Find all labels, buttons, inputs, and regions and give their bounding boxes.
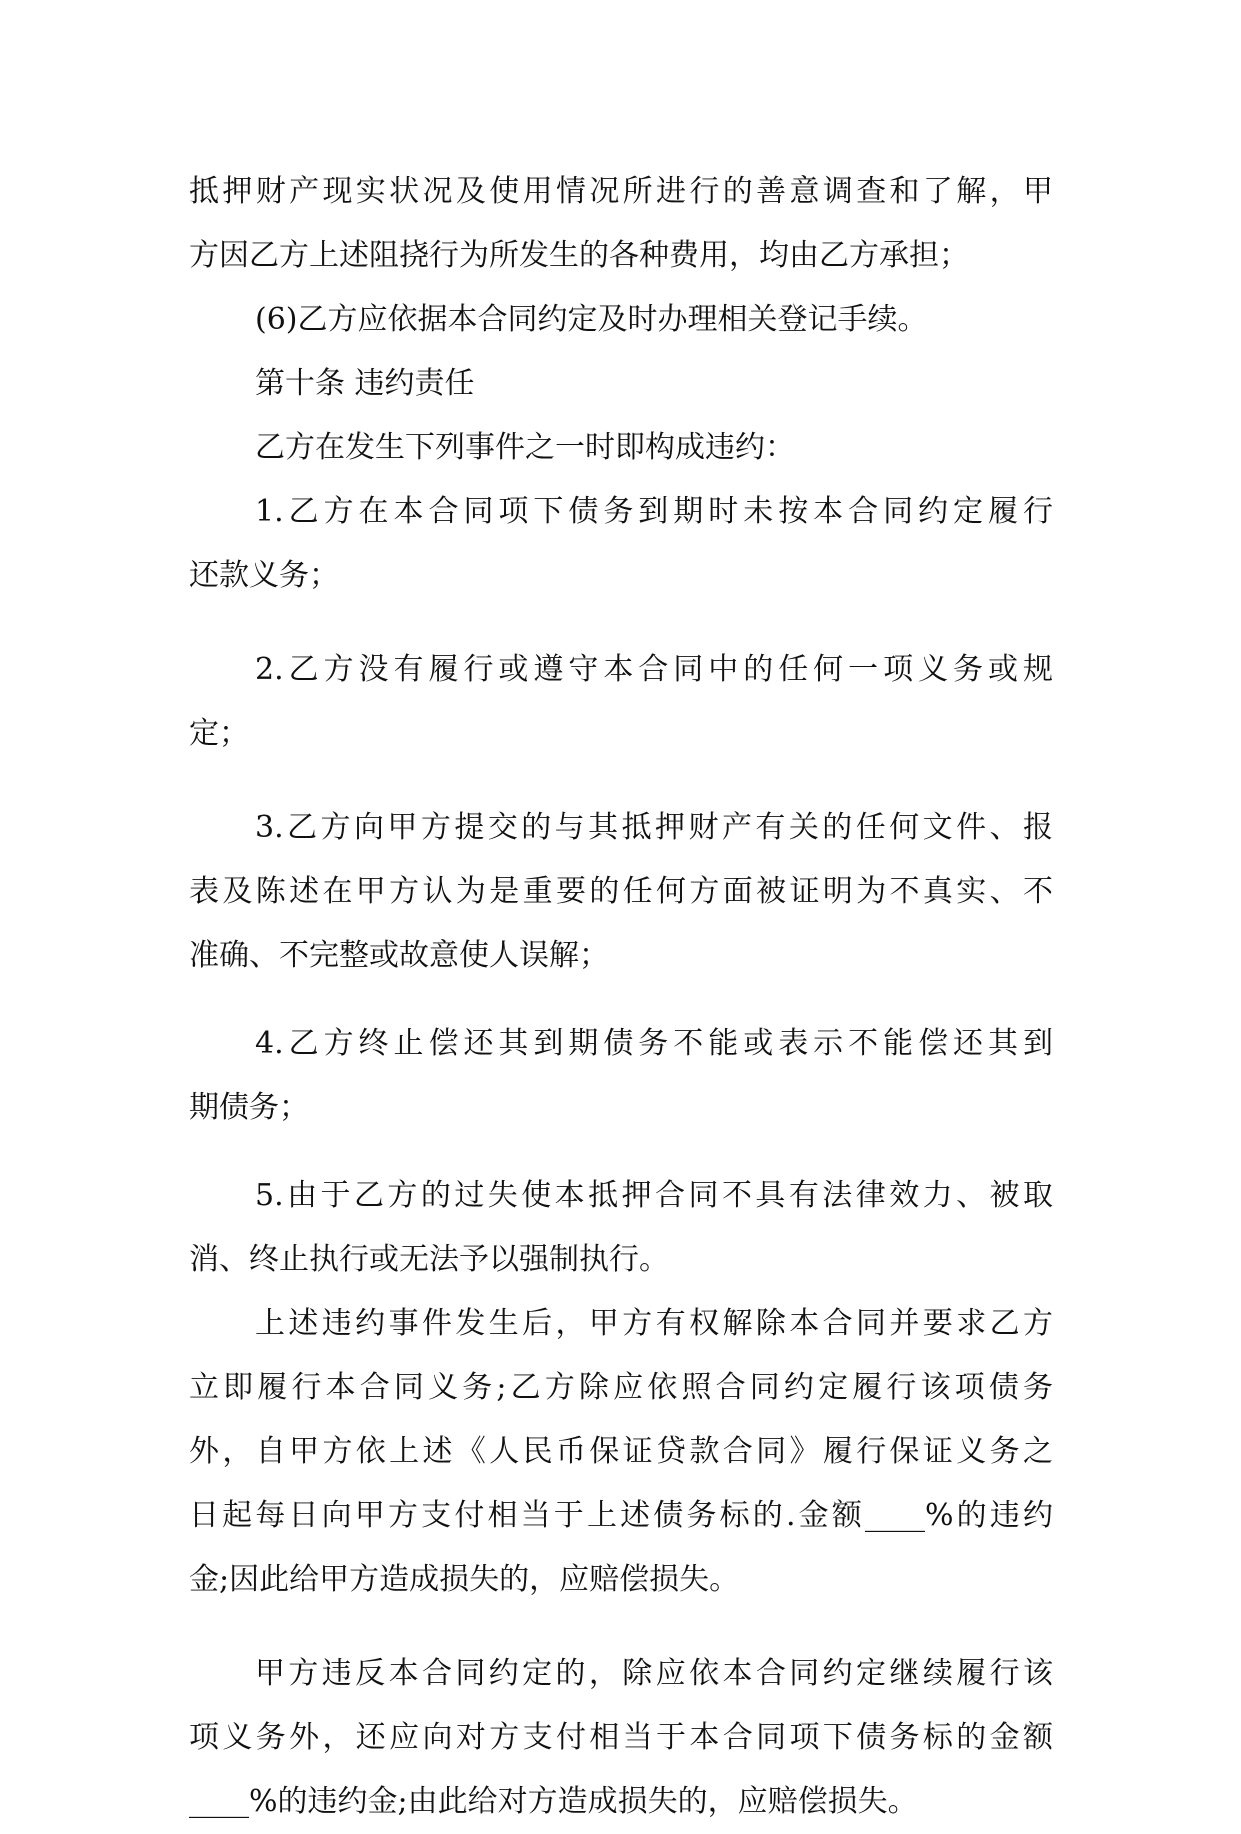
text-line: (6)乙方应依据本合同约定及时办理相关登记手续。 <box>255 302 928 337</box>
paragraph-line: ____%的违约金;由此给对方造成损失的，应赔偿损失。 <box>189 1784 918 1819</box>
text-line: 抵押财产现实状况及使用情况所进行的善意调查和了解，甲 <box>189 174 1053 209</box>
paragraph-line: 甲方违反本合同约定的，除应依本合同约定继续履行该 <box>255 1656 1053 1691</box>
article-heading: 第十条 违约责任 <box>255 366 475 401</box>
list-item-4-line: 期债务； <box>189 1090 309 1125</box>
list-item-5-line: 消、终止执行或无法予以强制执行。 <box>189 1242 669 1277</box>
list-item-1-line: 1.乙方在本合同项下债务到期时未按本合同约定履行 <box>255 494 1053 529</box>
paragraph-line: 立即履行本合同义务;乙方除应依照合同约定履行该项债务 <box>189 1370 1053 1405</box>
list-item-5-line: 5.由于乙方的过失使本抵押合同不具有法律效力、被取 <box>255 1178 1053 1213</box>
list-item-3-line: 表及陈述在甲方认为是重要的任何方面被证明为不真实、不 <box>189 874 1053 909</box>
list-item-2-line: 2.乙方没有履行或遵守本合同中的任何一项义务或规 <box>255 652 1053 687</box>
list-item-3-line: 准确、不完整或故意使人误解； <box>189 938 609 973</box>
list-item-1-line: 还款义务； <box>189 558 339 593</box>
paragraph-line: 外，自甲方依上述《人民币保证贷款合同》履行保证义务之 <box>189 1434 1053 1469</box>
text-line: 乙方在发生下列事件之一时即构成违约： <box>255 430 795 465</box>
paragraph-line: 项义务外，还应向对方支付相当于本合同项下债务标的金额 <box>189 1720 1053 1755</box>
paragraph-line: 金;因此给甲方造成损失的，应赔偿损失。 <box>189 1562 740 1597</box>
paragraph-line: 日起每日向甲方支付相当于上述债务标的.金额____%的违约 <box>189 1498 1053 1533</box>
document-body <box>189 160 1053 1834</box>
paragraph-line: 上述违约事件发生后，甲方有权解除本合同并要求乙方 <box>255 1306 1053 1341</box>
text-line: 方因乙方上述阻挠行为所发生的各种费用，均由乙方承担； <box>189 238 969 273</box>
list-item-4-line: 4.乙方终止偿还其到期债务不能或表示不能偿还其到 <box>255 1026 1053 1061</box>
list-item-3-line: 3.乙方向甲方提交的与其抵押财产有关的任何文件、报 <box>255 810 1053 845</box>
list-item-2-line: 定； <box>189 716 249 751</box>
